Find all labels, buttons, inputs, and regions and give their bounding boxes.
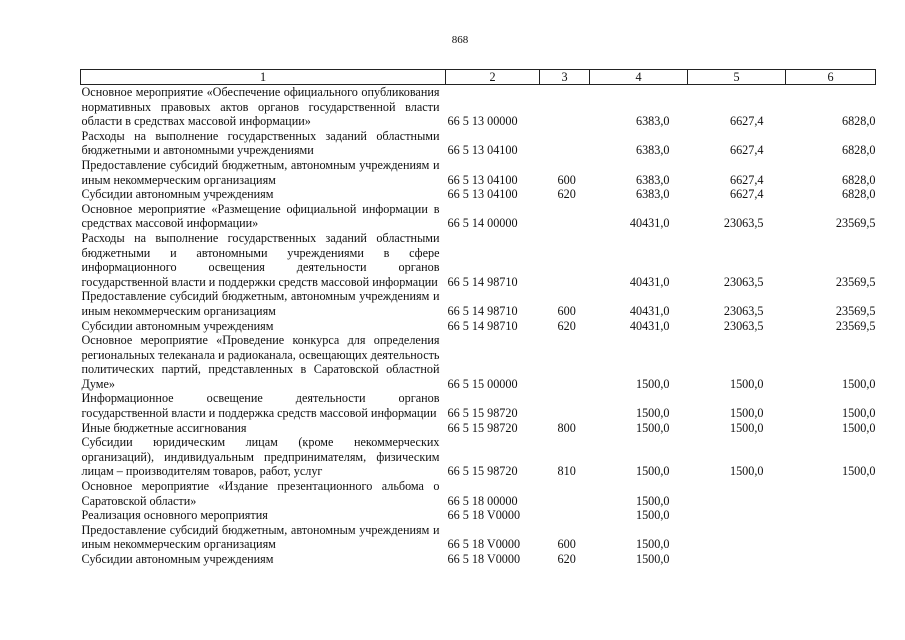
row-value-year1: 1500,0 [635,464,670,479]
row-name: Основное мероприятие «Размещение официальной информации в средствах массовой информации» [81,201,440,231]
row-value-year2: 6627,4 [729,114,764,129]
table-row [81,523,876,552]
row-value-year1: 6383,0 [635,187,670,202]
row-value-year1: 1500,0 [635,376,670,391]
column-header-5: 5 [688,70,786,85]
table-row [81,129,876,158]
table-row [81,508,876,523]
row-value-year2: 6627,4 [729,172,764,187]
row-code: 66 5 14 00000 [447,216,518,231]
row-expense-type [540,479,590,508]
table-row [81,319,876,334]
row-code: 66 5 14 98710 [447,274,518,289]
page-number: 868 [451,34,469,46]
row-value-year1: 40431,0 [629,216,670,231]
column-header-1: 1 [81,70,446,85]
row-value-year3 [786,523,876,552]
table-row [81,421,876,436]
row-value-year3: 1500,0 [841,420,876,435]
table-row [81,391,876,420]
table-row [81,85,876,129]
row-expense-type [540,333,590,391]
row-value-year2: 23063,5 [723,303,764,318]
row-value-year1: 1500,0 [635,420,670,435]
row-value-year3: 23569,5 [835,274,876,289]
row-code: 66 5 13 04100 [447,187,518,202]
table-header-row [81,70,876,85]
row-value-year1: 40431,0 [629,303,670,318]
row-expense-type [540,202,590,231]
row-value-year3: 6828,0 [841,187,876,202]
table-row [81,552,876,567]
row-expense-type: 620 [557,187,576,202]
row-value-year3: 6828,0 [841,114,876,129]
row-code: 66 5 18 V0000 [447,552,521,566]
row-value-year1: 40431,0 [629,274,670,289]
row-name: Информационное освещение деятельности органов государственной власти и поддержка средств массовой информации [81,391,440,421]
row-value-year3: 1500,0 [841,464,876,479]
row-name: Предоставление субсидий бюджетным, автономным учреждениям и иным некоммерческим организациям [81,289,440,318]
row-name: Субсидии автономным учреждениям [81,187,274,202]
row-name: Предоставление субсидий бюджетным, автономным учреждениям и иным некоммерческим организациям [81,157,440,187]
row-expense-type [540,231,590,289]
table-row [81,435,876,479]
row-value-year3: 23569,5 [835,303,876,318]
table-row [81,479,876,508]
row-value-year2: 23063,5 [723,318,764,333]
table-row [81,202,876,231]
row-expense-type: 620 [557,318,576,333]
row-name: Иные бюджетные ассигнования [81,420,247,435]
table-row [81,187,876,202]
row-value-year1: 1500,0 [635,552,670,566]
row-value-year2 [688,523,786,552]
row-value-year1: 6383,0 [635,114,670,129]
row-value-year1: 1500,0 [635,508,670,523]
row-name: Основное мероприятие «Издание презентационного альбома о Саратовской области» [81,479,440,508]
row-code: 66 5 15 98720 [447,420,518,435]
row-expense-type: 800 [557,420,576,435]
row-expense-type: 600 [557,303,576,318]
row-value-year3: 1500,0 [841,406,876,421]
row-name: Реализация основного мероприятия [81,508,268,523]
row-code: 66 5 13 04100 [447,143,518,158]
row-value-year2 [688,479,786,508]
row-value-year1: 1500,0 [635,406,670,421]
row-value-year2: 23063,5 [723,216,764,231]
row-name: Расходы на выполнение государственных заданий областными бюджетными и автономными учреждениями [81,128,440,158]
row-value-year1: 40431,0 [629,318,670,333]
row-value-year3 [786,508,876,523]
budget-table [80,69,876,567]
row-name: Субсидии автономным учреждениям [81,552,274,566]
row-value-year2: 1500,0 [729,420,764,435]
row-value-year3 [786,479,876,508]
row-value-year1: 6383,0 [635,172,670,187]
row-code: 66 5 15 00000 [447,376,518,391]
row-expense-type [540,129,590,158]
row-name: Основное мероприятие «Проведение конкурса для определения региональных телеканала и радиоканала, освещающих деятельность политических партий, представленных в Саратовской областной Думе» [81,333,440,391]
row-value-year2 [688,552,786,567]
row-value-year3 [786,552,876,567]
row-expense-type: 600 [557,172,576,187]
row-value-year1: 6383,0 [635,143,670,158]
row-expense-type [540,508,590,523]
row-value-year3: 6828,0 [841,143,876,158]
row-value-year2: 1500,0 [729,464,764,479]
row-value-year2: 1500,0 [729,406,764,421]
row-expense-type: 600 [557,537,576,552]
table-row [81,289,876,318]
row-value-year2: 6627,4 [729,187,764,202]
row-value-year2 [688,508,786,523]
row-code: 66 5 18 V0000 [447,537,521,552]
row-code: 66 5 18 00000 [447,493,518,508]
row-value-year2: 1500,0 [729,376,764,391]
row-expense-type [540,391,590,420]
row-expense-type [540,85,590,129]
row-value-year3: 6828,0 [841,172,876,187]
column-header-6: 6 [786,70,876,85]
row-value-year3: 23569,5 [835,216,876,231]
column-header-3: 3 [540,70,590,85]
row-code: 66 5 13 04100 [447,172,518,187]
column-header-4: 4 [590,70,688,85]
row-value-year1: 1500,0 [635,493,670,508]
row-code: 66 5 13 00000 [447,114,518,129]
row-expense-type: 620 [557,552,576,566]
row-value-year2: 23063,5 [723,274,764,289]
row-code: 66 5 14 98710 [447,318,518,333]
row-code: 66 5 15 98720 [447,464,518,479]
row-name: Предоставление субсидий бюджетным, автономным учреждениям и иным некоммерческим организациям [81,522,440,552]
table-row [81,231,876,289]
table-row [81,158,876,187]
row-code: 66 5 15 98720 [447,406,518,421]
row-name: Расходы на выполнение государственных заданий областными бюджетными и автономными учреждениями в сфере информационного освещения деятельности органов государственной власти и поддержки средств массовой информации [81,230,440,289]
row-code: 66 5 14 98710 [447,303,518,318]
row-name: Субсидии автономным учреждениям [81,318,274,333]
row-expense-type: 810 [557,464,576,479]
row-value-year2: 6627,4 [729,143,764,158]
row-name: Субсидии юридическим лицам (кроме некоммерческих организаций), индивидуальным предпринимателям, физическим лицам – производителям товаров, работ, услуг [81,435,440,479]
column-header-2: 2 [446,70,540,85]
row-value-year3: 1500,0 [841,376,876,391]
table-row [81,333,876,391]
row-code: 66 5 18 V0000 [447,508,521,523]
row-name: Основное мероприятие «Обеспечение официального опубликования нормативных правовых актов органов государственной власти области в средствах массовой информации» [81,85,440,129]
row-value-year3: 23569,5 [835,318,876,333]
row-value-year1: 1500,0 [635,537,670,552]
